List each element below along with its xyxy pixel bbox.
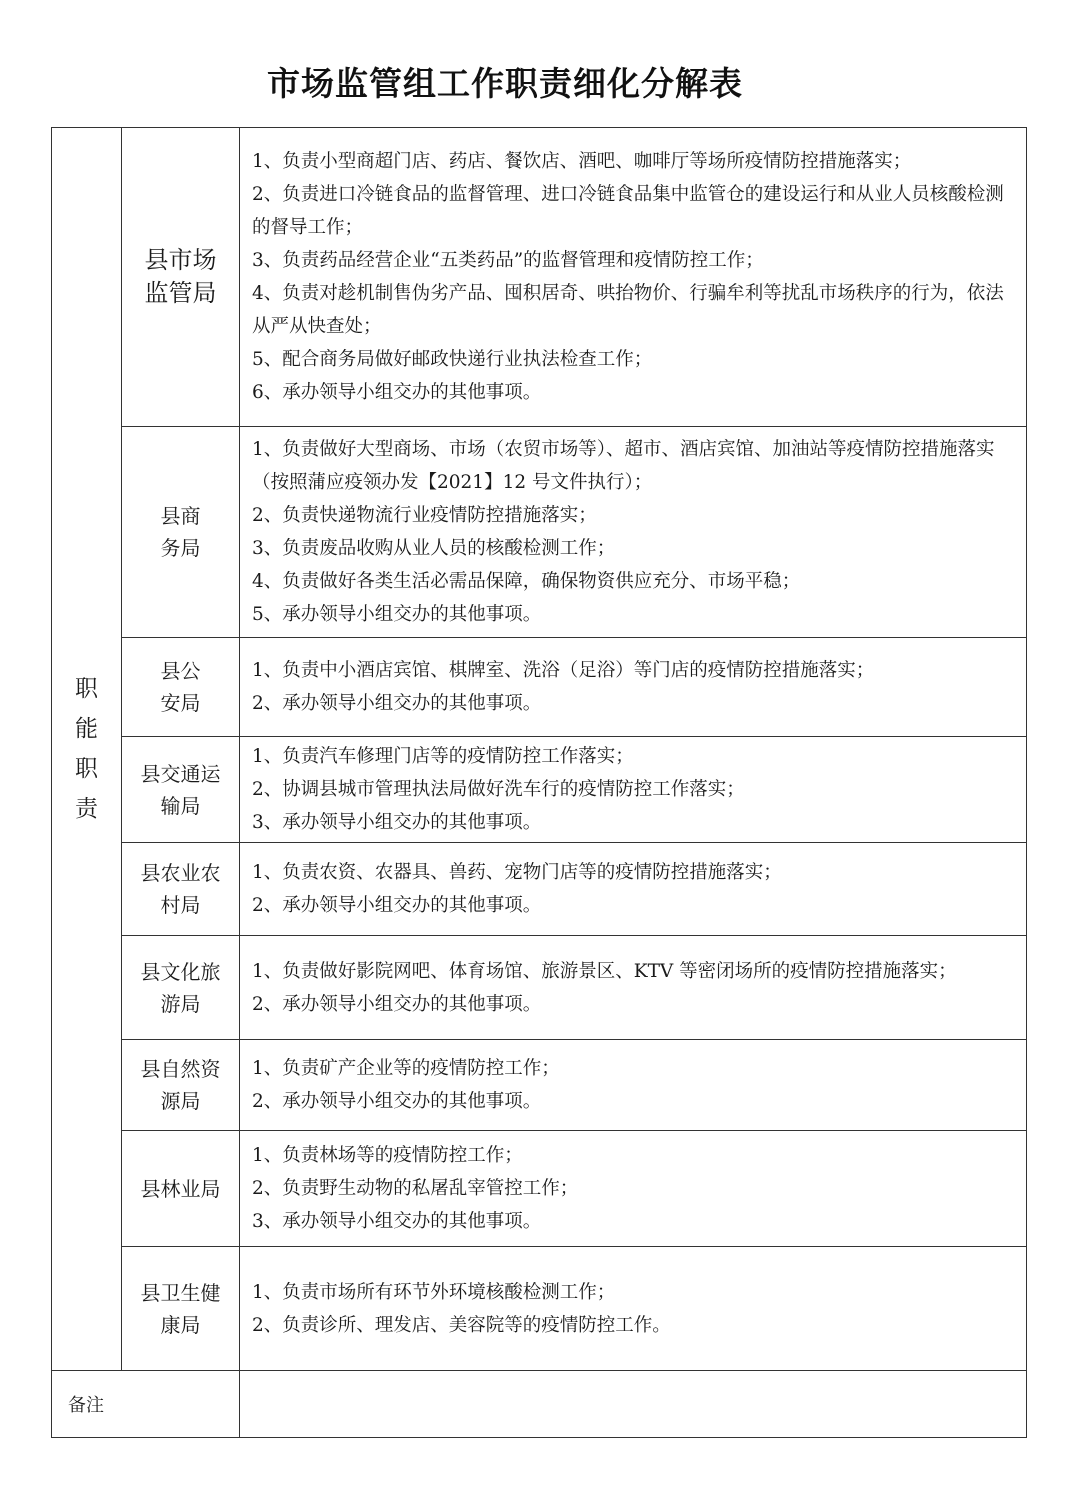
department-name-line: 输局 xyxy=(160,793,201,818)
page-title: 市场监管组工作职责细化分解表 xyxy=(267,64,743,103)
department-name-line: 源局 xyxy=(160,1089,201,1113)
category-char: 能 xyxy=(75,716,98,742)
department-name-line: 游局 xyxy=(160,991,201,1016)
duties-cell xyxy=(240,737,1027,843)
category-char: 责 xyxy=(75,796,98,822)
table-row xyxy=(52,1040,1027,1131)
department-cell xyxy=(122,936,240,1040)
duty-item: 6、承办领导小组交办的其他事项。 xyxy=(252,382,542,403)
remarks-value xyxy=(240,1371,1027,1438)
duty-item: 1、负责小型商超门店、药店、餐饮店、酒吧、咖啡厅等场所疫情防控措施落实； xyxy=(252,151,912,172)
department-name-line: 县林业局 xyxy=(140,1176,221,1201)
table-row xyxy=(52,128,1027,427)
table-row xyxy=(52,1131,1027,1247)
duties-cell xyxy=(240,638,1027,737)
duties-cell xyxy=(240,1131,1027,1247)
duty-item: 2、负责快递物流行业疫情防控措施落实； xyxy=(252,505,597,526)
department-cell xyxy=(122,128,240,427)
department-name-line: 康局 xyxy=(160,1312,201,1337)
duty-item: 2、负责诊所、理发店、美容院等的疫情防控工作。 xyxy=(252,1314,671,1336)
duties-cell xyxy=(240,1040,1027,1131)
duty-item: 3、承办领导小组交办的其他事项。 xyxy=(252,812,542,833)
department-name-line: 监管局 xyxy=(144,279,217,307)
remarks-row xyxy=(52,1371,1027,1438)
duty-item: 2、协调县城市管理执法局做好洗车行的疫情防控工作落实； xyxy=(252,779,745,800)
department-cell xyxy=(122,427,240,638)
department-name-line: 村局 xyxy=(160,893,201,917)
department-name-line: 县农业农 xyxy=(140,861,221,885)
department-name-line: 县文化旅 xyxy=(140,959,221,984)
duty-item: 2、负责野生动物的私屠乱宰管控工作； xyxy=(252,1178,579,1199)
table-row xyxy=(52,427,1027,638)
duties-cell xyxy=(240,843,1027,936)
department-cell xyxy=(122,638,240,737)
duty-item: 4、负责做好各类生活必需品保障，确保物资供应充分、市场平稳； xyxy=(252,571,801,592)
remarks-label: 备注 xyxy=(52,1371,240,1438)
table-row xyxy=(52,737,1027,843)
table-row xyxy=(52,843,1027,936)
department-cell xyxy=(122,843,240,936)
department-name-line: 县交通运 xyxy=(140,761,221,786)
responsibility-table xyxy=(51,127,1027,1438)
department-name-line: 县卫生健 xyxy=(140,1280,221,1305)
duty-item: 2、承办领导小组交办的其他事项。 xyxy=(252,693,542,714)
duty-item: 3、负责药品经营企业“五类药品”的监督管理和疫情防控工作； xyxy=(252,250,764,271)
table-row xyxy=(52,1247,1027,1371)
category-cell xyxy=(52,128,122,1371)
duty-item: 1、负责中小酒店宾馆、棋牌室、洗浴（足浴）等门店的疫情防控措施落实； xyxy=(252,660,875,681)
duty-item: 5、配合商务局做好邮政快递行业执法检查工作； xyxy=(252,349,653,370)
category-char: 职 xyxy=(75,756,98,782)
duties-cell xyxy=(240,1247,1027,1371)
department-name-line: 县自然资 xyxy=(140,1057,221,1081)
duty-item: 1、负责矿产企业等的疫情防控工作； xyxy=(252,1058,560,1079)
department-name-line: 县市场 xyxy=(144,246,217,274)
table-row xyxy=(52,936,1027,1040)
duties-cell xyxy=(240,936,1027,1040)
duty-item: 3、负责废品收购从业人员的核酸检测工作； xyxy=(252,538,616,559)
duty-item: 4、负责对趁机制售伪劣产品、囤积居奇、哄抬物价、行骗牟利等扰乱市场秩序的行为，依法从严从快查处； xyxy=(252,283,1004,337)
duty-item: 2、承办领导小组交办的其他事项。 xyxy=(252,895,542,916)
department-name-line: 务局 xyxy=(160,536,201,560)
duty-item: 1、负责农资、农器具、兽药、宠物门店等的疫情防控措施落实； xyxy=(252,862,782,883)
duty-item: 1、负责市场所有环节外环境核酸检测工作； xyxy=(252,1281,616,1303)
department-cell xyxy=(122,1247,240,1371)
department-name-line: 县公 xyxy=(160,659,201,683)
duty-item: 1、负责做好大型商场、市场（农贸市场等）、超市、酒店宾馆、加油站等疫情防控措施落实（按照蒲应疫领办发【2021】12 号文件执行）； xyxy=(252,439,995,493)
department-cell xyxy=(122,1040,240,1131)
category-char: 职 xyxy=(75,676,98,702)
duty-item: 1、负责林场等的疫情防控工作； xyxy=(252,1145,523,1166)
duties-cell xyxy=(240,427,1027,638)
duty-item: 2、负责进口冷链食品的监督管理、进口冷链食品集中监管仓的建设运行和从业人员核酸检测的督导工作； xyxy=(252,184,1004,238)
duty-item: 5、承办领导小组交办的其他事项。 xyxy=(252,604,542,625)
duty-item: 1、负责做好影院网吧、体育场馆、旅游景区、KTV 等密闭场所的疫情防控措施落实； xyxy=(252,960,957,982)
department-cell xyxy=(122,1131,240,1247)
duty-item: 1、负责汽车修理门店等的疫情防控工作落实； xyxy=(252,746,634,767)
department-name-line: 安局 xyxy=(160,691,201,715)
department-name-line: 县商 xyxy=(160,504,201,528)
duty-item: 3、承办领导小组交办的其他事项。 xyxy=(252,1211,542,1232)
duty-item: 2、承办领导小组交办的其他事项。 xyxy=(252,993,542,1015)
duty-item: 2、承办领导小组交办的其他事项。 xyxy=(252,1091,542,1112)
table-row xyxy=(52,638,1027,737)
department-cell xyxy=(122,737,240,843)
duties-cell xyxy=(240,128,1027,427)
